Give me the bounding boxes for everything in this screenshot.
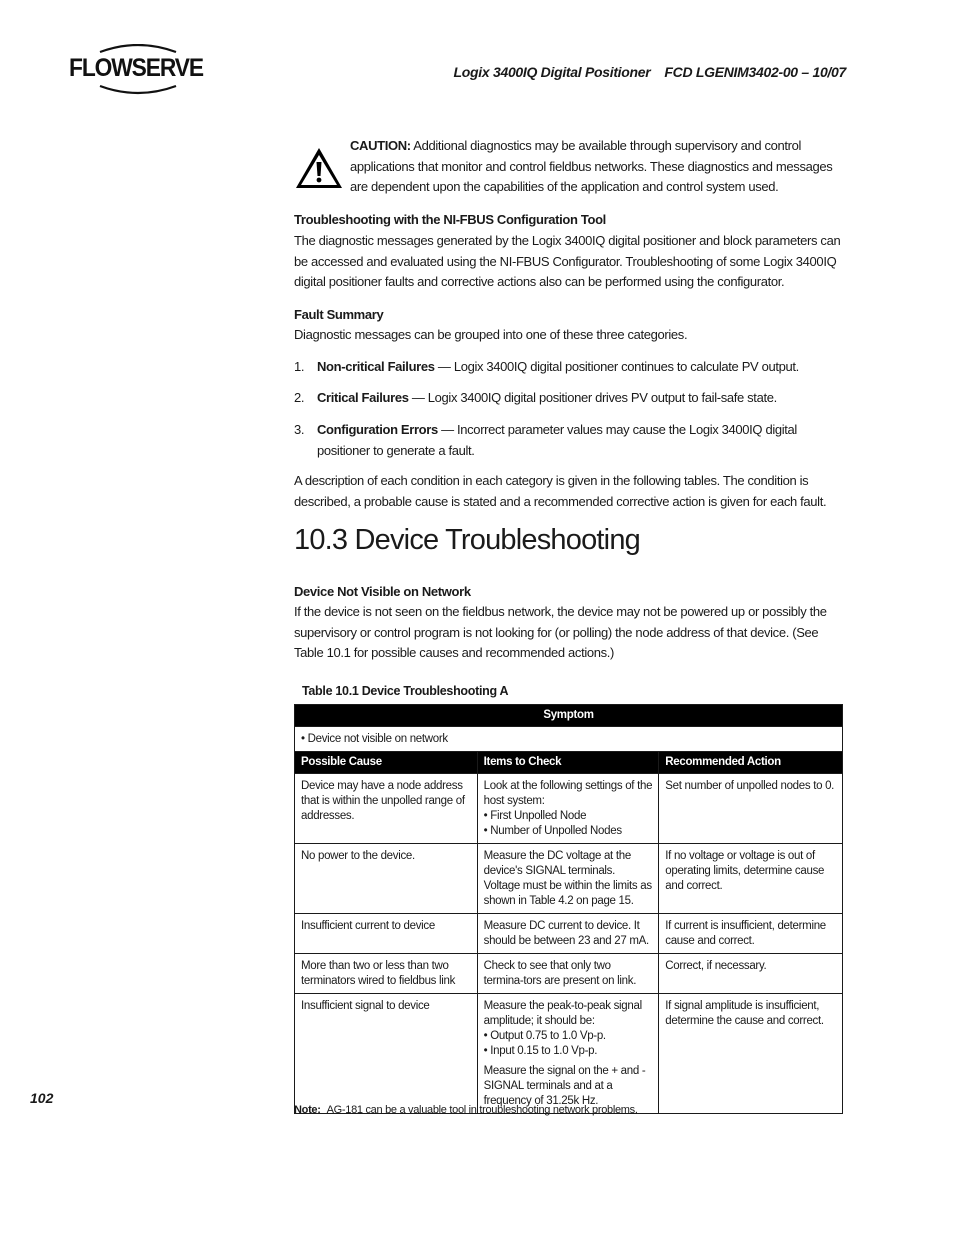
header-product: Logix 3400IQ Digital Positioner: [453, 64, 651, 80]
caution-body: Additional diagnostics may be available through supervisory and control applications that monitor and control fieldbus networks. These diagnostics and messages are dependent upon the capabilities of the application and control system used.: [350, 138, 833, 194]
caution-warning-icon: [294, 146, 344, 190]
not-visible-heading: Device Not Visible on Network: [294, 584, 471, 599]
action-cell: If current is insufficient, determine cause and correct.: [659, 914, 843, 954]
action-cell: Correct, if necessary.: [659, 954, 843, 994]
nifbus-body: The diagnostic messages generated by the Logix 3400IQ digital positioner and block parameters can be accessed and evaluated using the NI-FBUS Configurator. Troubleshooting of some Logix 3400IQ digital positioner faults and corrective actions also can be performed using the configurator.: [294, 233, 841, 289]
check-cell: [477, 994, 659, 1114]
fault-summary-outro: A description of each condition in each category is given in the following tables. The condition is described, a probable cause is stated and a recommended corrective action is given for each fault.: [294, 473, 827, 509]
svg-text:FLOWSERVE: FLOWSERVE: [69, 54, 204, 82]
check-bullet: • Number of Unpolled Nodes: [483, 825, 622, 837]
check-cell: Measure the DC voltage at the device's SIGNAL terminals. Voltage must be within the limits as shown in Table 4.2 on page 15.: [477, 844, 659, 914]
fault-category-term: Critical Failures: [317, 390, 409, 405]
cause-cell: Insufficient current to device: [295, 914, 478, 954]
table-note: [294, 1104, 638, 1116]
column-header-row: [295, 752, 843, 774]
page-number: 102: [30, 1090, 54, 1106]
check-text: Look at the following settings of the host system:: [483, 780, 653, 807]
table-row: [295, 774, 843, 844]
nifbus-heading: Troubleshooting with the NI-FBUS Configuration Tool: [294, 212, 606, 227]
note-text: AG-181 can be a valuable tool in troubleshooting network problems.: [326, 1104, 638, 1116]
table-row: [295, 914, 843, 954]
troubleshooting-table: [294, 704, 843, 1114]
list-number: 2.: [294, 390, 305, 405]
table-row: [295, 994, 843, 1114]
check-cell: Check to see that only two termina-tors are present on link.: [477, 954, 659, 994]
header-doc-code: FCD LGENIM3402-00 – 10/07: [664, 64, 846, 80]
check-paragraph: Measure the signal on the + and - SIGNAL terminals and at a frequency of 31.25k Hz.: [483, 1065, 646, 1107]
cause-cell: Insufficient signal to device: [295, 994, 478, 1114]
cause-cell: Device may have a node address that is within the unpolled range of addresses.: [295, 774, 478, 844]
table-caption: Table 10.1 Device Troubleshooting A: [302, 684, 509, 698]
action-cell: If no voltage or voltage is out of operating limits, determine cause and correct.: [659, 844, 843, 914]
action-cell: Set number of unpolled nodes to 0.: [659, 774, 843, 844]
table-row: [295, 954, 843, 994]
symptom-row: [295, 727, 843, 752]
check-bullet: • Input 0.15 to 1.0 Vp-p.: [483, 1045, 598, 1057]
fault-category-desc: — Logix 3400IQ digital positioner continues to calculate PV output.: [434, 359, 799, 374]
check-paragraph: [484, 999, 653, 1059]
column-header: Possible Cause: [295, 752, 478, 774]
cause-cell: No power to the device.: [295, 844, 478, 914]
caution-text: [350, 136, 842, 198]
running-header: [454, 64, 846, 80]
column-header: Items to Check: [477, 752, 659, 774]
fault-category-item: [294, 420, 842, 461]
list-number: 3.: [294, 422, 305, 437]
section-title: 10.3 Device Troubleshooting: [294, 524, 640, 556]
check-bullet: • First Unpolled Node: [483, 810, 587, 822]
note-label: Note:: [294, 1104, 321, 1116]
fault-category-item: [294, 357, 842, 378]
fault-category-desc: — Logix 3400IQ digital positioner drives PV output to fail-safe state.: [408, 390, 777, 405]
fault-category-item: [294, 388, 842, 409]
check-cell: [477, 774, 659, 844]
fault-summary-intro: Diagnostic messages can be grouped into one of these three categories.: [294, 327, 688, 342]
fault-category-term: Non-critical Failures: [317, 359, 435, 374]
symptom-header-row: [295, 705, 843, 727]
fault-summary-heading: Fault Summary: [294, 307, 384, 322]
cause-cell: More than two or less than two terminators wired to fieldbus link: [295, 954, 478, 994]
action-cell: If signal amplitude is insufficient, determine the cause and correct.: [659, 994, 843, 1114]
check-cell: Measure DC current to device. It should be between 23 and 27 mA.: [477, 914, 659, 954]
fault-category-term: Configuration Errors: [317, 422, 438, 437]
check-bullet: • Output 0.75 to 1.0 Vp-p.: [483, 1030, 606, 1042]
symptom-header: Symptom: [295, 705, 843, 727]
not-visible-body: If the device is not seen on the fieldbus network, the device may not be powered up or possibly the supervisory or control program is not looking for (or polling) the node address of that device. (See Table 10.1 for possible causes and recommended actions.): [294, 604, 827, 660]
check-text: Measure the peak-to-peak signal amplitude; it should be:: [483, 1000, 642, 1027]
table-row: [295, 844, 843, 914]
symptom-cell: • Device not visible on network: [295, 727, 843, 752]
fault-category-desc: — Incorrect parameter values may cause the Logix 3400IQ digital positioner to generate a fault.: [317, 422, 797, 458]
column-header: Recommended Action: [659, 752, 843, 774]
caution-label: CAUTION:: [350, 138, 411, 153]
flowserve-logo: [68, 44, 208, 96]
list-number: 1.: [294, 359, 305, 374]
